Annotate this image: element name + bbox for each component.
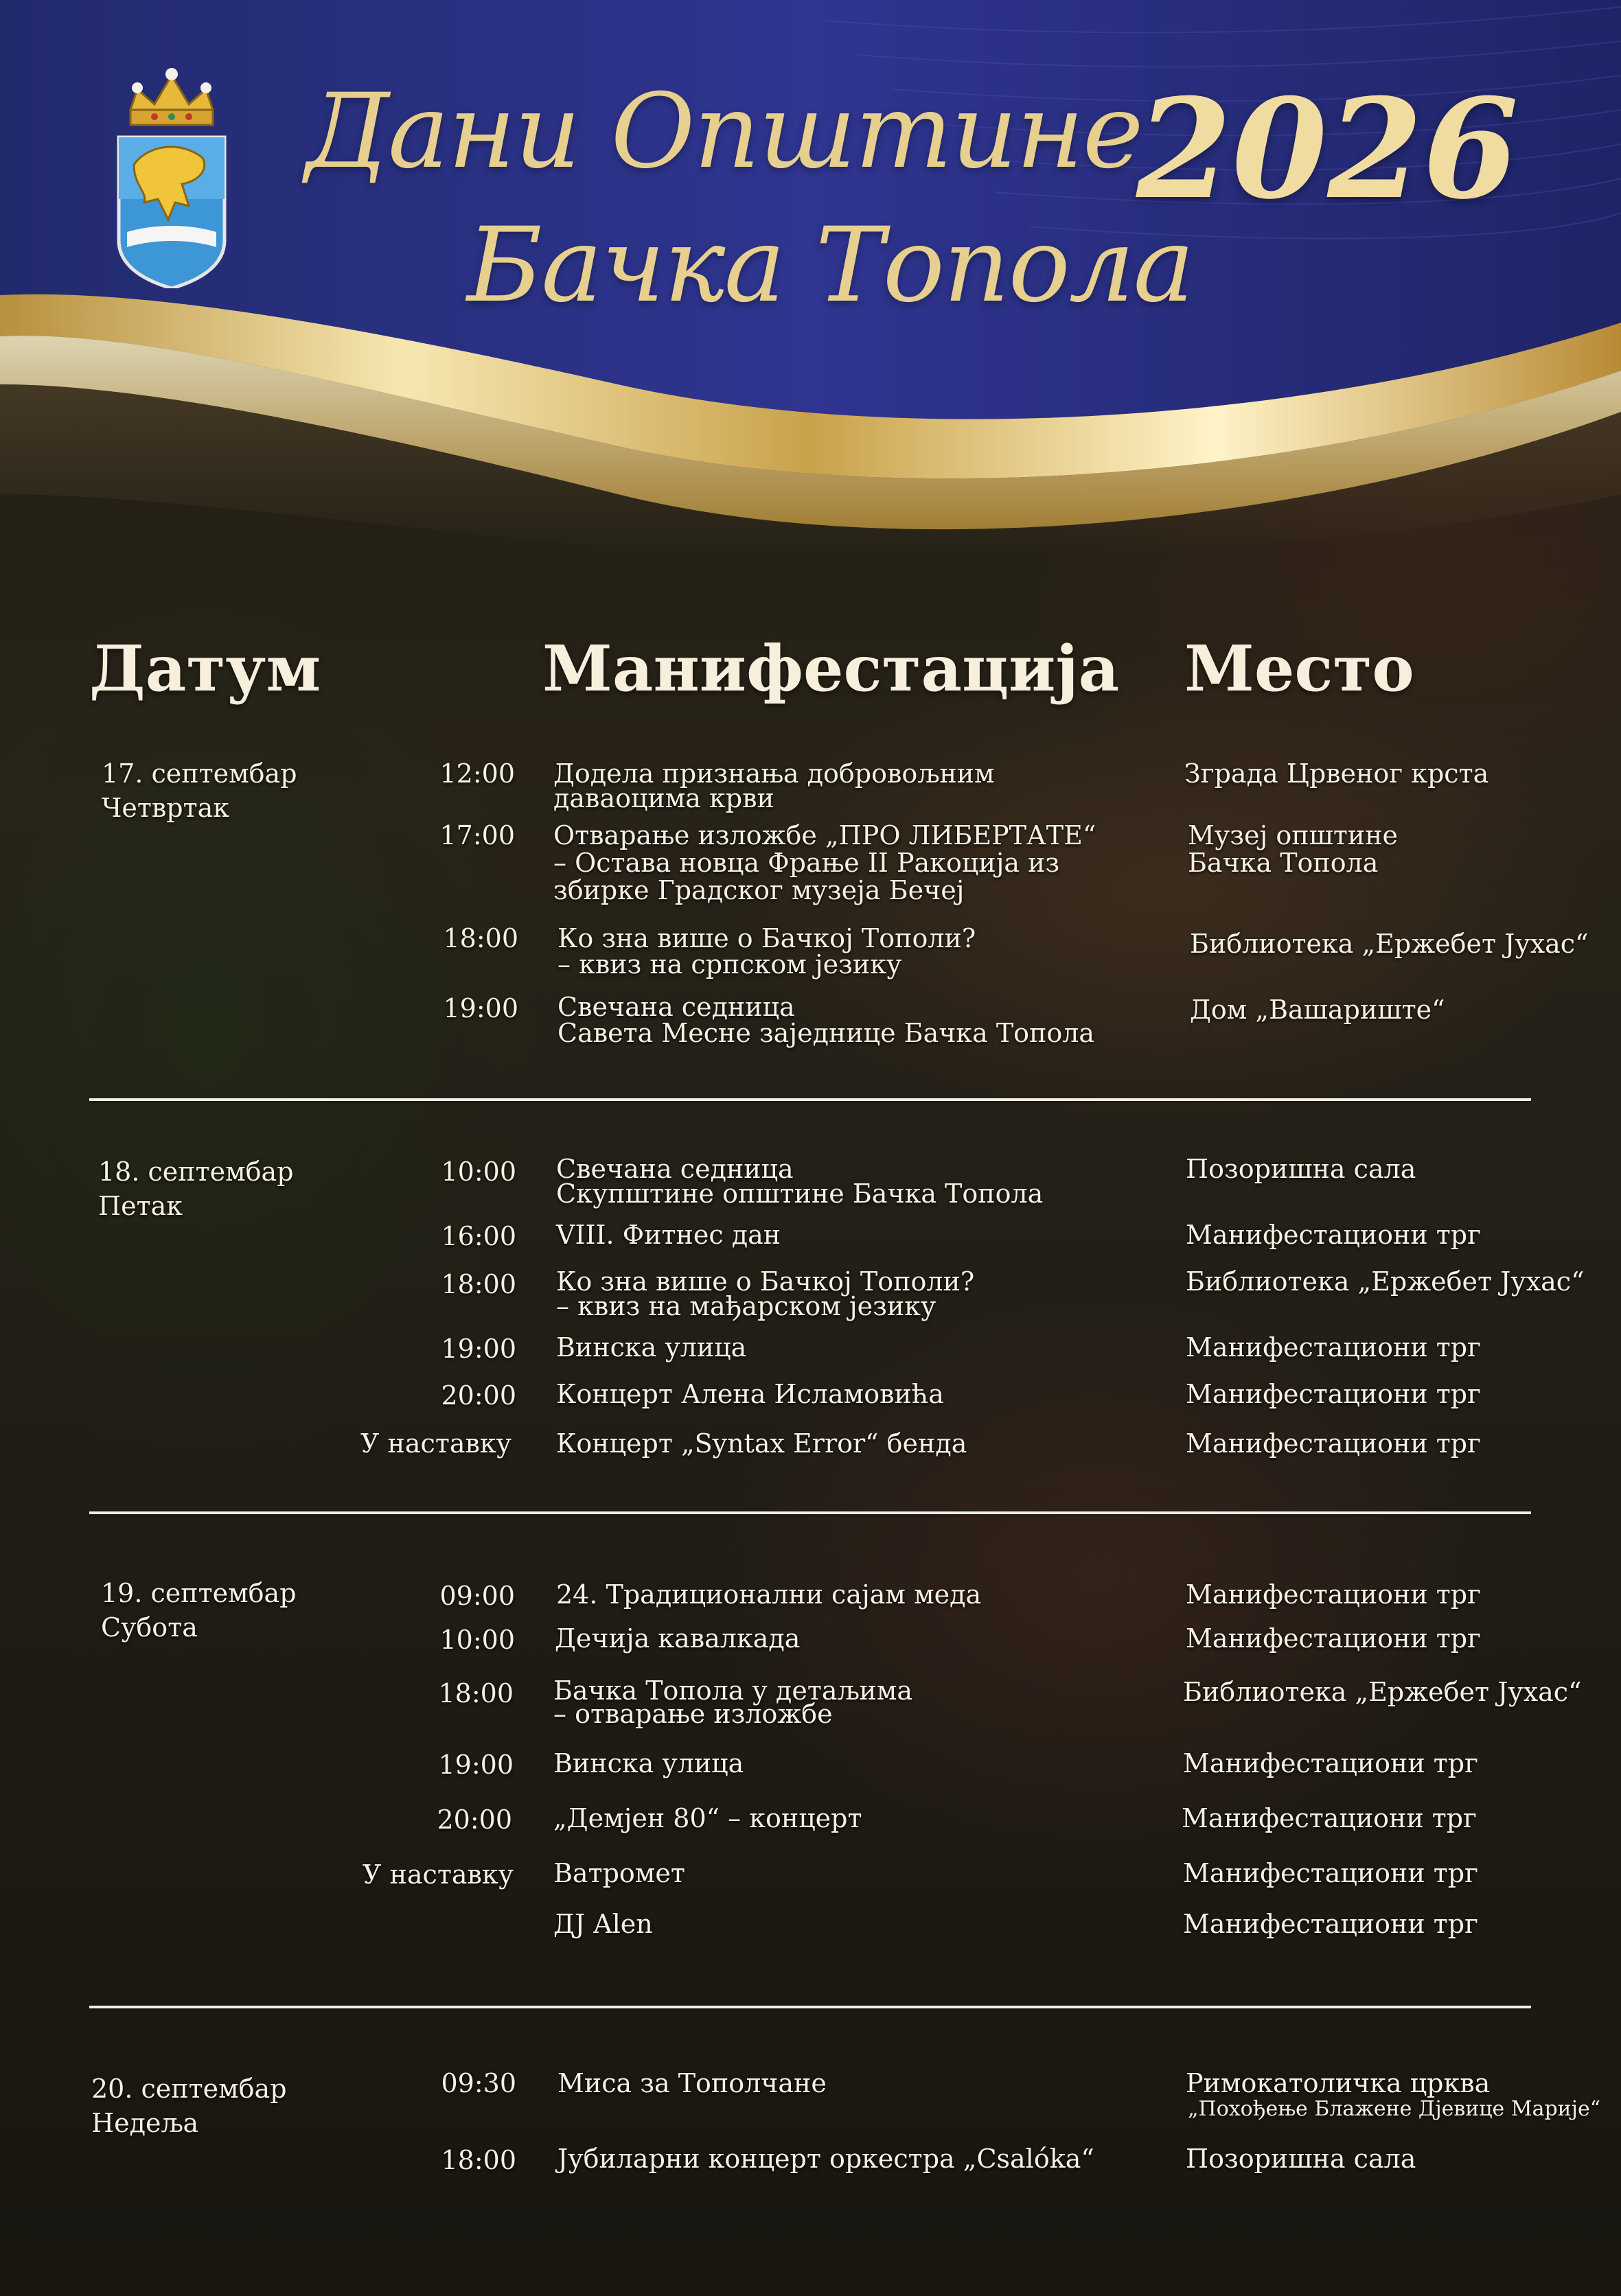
event-time: 17:00 — [439, 820, 515, 850]
event-title: Концерт „Syntax Error“ бенда — [556, 1428, 967, 1459]
event-place: Манифестациони трг — [1183, 1748, 1479, 1778]
event-time: 18:00 — [443, 923, 518, 953]
event-title: Ватромет — [553, 1858, 685, 1888]
event-time: 09:30 — [441, 2068, 516, 2098]
event-title: „Демјен 80“ – концерт — [553, 1803, 862, 1833]
event-title: Свечана седница — [557, 992, 795, 1022]
event-place: Библиотека „Ержебет Јухас“ — [1183, 1677, 1582, 1707]
event-title: Бачка Топола у детаљима — [553, 1675, 913, 1706]
event-time: 20:00 — [441, 1380, 516, 1411]
event-title: Свечана седница — [556, 1154, 794, 1184]
event-title: Јубиларни концерт оркестра „Csalóka“ — [557, 2144, 1094, 2174]
event-place: Манифестациони трг — [1183, 1858, 1479, 1888]
title-year: 2026 — [1136, 69, 1519, 230]
event-place: Римокатоличка црква — [1186, 2068, 1491, 2098]
event-title: даваоцима крви — [553, 783, 774, 813]
event-place: Музеј општине — [1188, 820, 1399, 850]
event-time: 19:00 — [438, 1750, 514, 1780]
divider — [89, 2006, 1531, 2008]
event-place: Позоришна сала — [1186, 2144, 1416, 2174]
day-date: 18. септембар — [98, 1157, 294, 1187]
event-time: 10:00 — [439, 1625, 515, 1655]
event-title: – квиз на српском језику — [557, 949, 902, 979]
divider — [89, 1511, 1531, 1514]
event-place: Манифестациони трг — [1186, 1220, 1482, 1250]
event-place: Манифестациони трг — [1186, 1332, 1482, 1362]
event-place-detail: „Похођење Блажене Дјевице Марије“ — [1188, 2097, 1601, 2121]
event-time: 10:00 — [441, 1157, 516, 1187]
event-title: Ко зна више о Бачкој Тополи? — [556, 1266, 975, 1297]
event-time: 12:00 — [439, 758, 515, 789]
event-title: VIII. Фитнес дан — [556, 1220, 781, 1250]
event-place: Дом „Вашариште“ — [1190, 995, 1445, 1025]
day-date: 20. септембар — [91, 2074, 287, 2104]
event-place: Зграда Црвеног крста — [1184, 758, 1489, 789]
event-place: Манифестациони трг — [1182, 1803, 1478, 1833]
day-weekday: Петак — [98, 1191, 183, 1221]
event-time: 18:00 — [441, 2145, 516, 2175]
event-time: 18:00 — [441, 1269, 516, 1299]
event-title: ДЈ Alen — [553, 1909, 653, 1939]
divider — [89, 1098, 1531, 1101]
column-header-place: Место — [1184, 631, 1414, 706]
day-weekday: Субота — [101, 1612, 198, 1643]
event-place: Манифестациони трг — [1183, 1909, 1479, 1939]
event-title: – квиз на мађарском језику — [556, 1291, 936, 1321]
event-title: Винска улица — [553, 1748, 744, 1778]
event-title: Дечија кавалкада — [555, 1623, 801, 1654]
event-title: Додела признања добровољним — [553, 758, 995, 789]
column-header-date: Датум — [89, 631, 321, 706]
event-title: Савета Месне заједнице Бачка Топола — [557, 1018, 1095, 1048]
event-time: 19:00 — [441, 1334, 516, 1364]
event-title: Скупштине општине Бачка Топола — [556, 1179, 1044, 1209]
event-title: – отварање изложбе — [553, 1699, 833, 1729]
column-header-event: Манифестација — [542, 631, 1120, 706]
event-title: збирке Градског музеја Бечеј — [553, 875, 965, 905]
event-place: Библиотека „Ержебет Јухас“ — [1186, 1266, 1585, 1297]
day-date: 19. септембар — [101, 1578, 297, 1608]
event-time: У наставку — [363, 1859, 514, 1890]
event-time: У наставку — [360, 1428, 511, 1459]
title-line-2: Бачка Топола — [467, 206, 1193, 325]
event-title: – Остава новца Фрање II Ракоција из — [553, 848, 1060, 878]
day-weekday: Недеља — [91, 2108, 199, 2138]
event-title: Ко зна више о Бачкој Тополи? — [557, 923, 976, 953]
event-time: 20:00 — [437, 1805, 512, 1835]
event-title: Миса за Тополчане — [557, 2068, 827, 2098]
event-time: 19:00 — [443, 993, 518, 1023]
event-place: Библиотека „Ержебет Јухас“ — [1190, 929, 1589, 959]
event-place: Манифестациони трг — [1186, 1623, 1482, 1654]
event-title: 24. Традиционални сајам меда — [556, 1579, 982, 1610]
event-title: Концерт Алена Исламовића — [556, 1379, 944, 1409]
event-place: Манифестациони трг — [1186, 1428, 1482, 1459]
event-place: Манифестациони трг — [1186, 1379, 1482, 1409]
event-time: 18:00 — [438, 1678, 514, 1708]
event-place: Позоришна сала — [1186, 1154, 1416, 1184]
title-line-1: Дани Општине — [306, 72, 1142, 192]
event-place: Манифестациони трг — [1186, 1579, 1482, 1610]
event-place: Бачка Топола — [1188, 848, 1379, 878]
event-time: 16:00 — [441, 1221, 516, 1251]
day-weekday: Четвртак — [102, 793, 230, 823]
day-date: 17. септембар — [102, 758, 297, 789]
event-title: Винска улица — [556, 1332, 747, 1362]
event-title: Отварање изложбе „ПРО ЛИБЕРТАТЕ“ — [553, 820, 1096, 850]
event-time: 09:00 — [439, 1581, 515, 1611]
